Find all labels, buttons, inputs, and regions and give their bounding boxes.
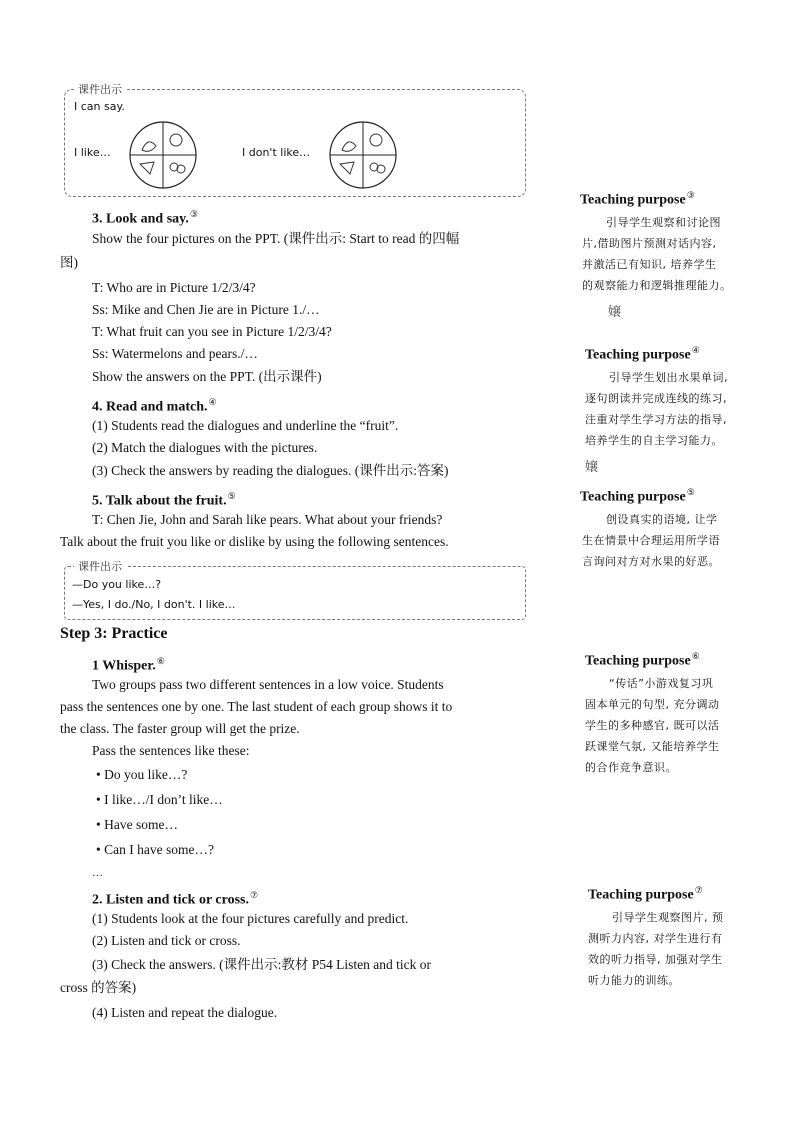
tp-4-text: “传话”小游戏复习巩 固本单元的句型, 充分调动 学生的多种感官, 既可以活 跃课堂气氛, 又能培养学生 的合作竞争意识。 — [585, 677, 720, 774]
bullet-3: • Have some… — [96, 817, 178, 832]
fruit-wheel-2-icon — [328, 120, 398, 190]
slide-box-1-title: I can say. — [74, 100, 125, 113]
tp-2-stray: 嬢 — [585, 460, 599, 475]
whisper-title: 1 Whisper.⑥ — [92, 656, 165, 674]
whisper-line-4: Pass the sentences like these: — [92, 743, 250, 758]
section-4-title: 4. Read and match.④ — [92, 397, 217, 415]
s3-line-1b: 图) — [60, 255, 78, 270]
s3-line-2: T: Who are in Picture 1/2/3/4? — [92, 280, 256, 295]
lt-line-2: (2) Listen and tick or cross. — [92, 933, 241, 948]
slide-box-2 — [64, 566, 526, 620]
tp-5-heading: Teaching purpose⑦ — [588, 885, 703, 903]
lt-line-3: (3) Check the answers. (课件出示:教材 P54 Listen and tick or — [92, 957, 431, 972]
whisper-line-1: Two groups pass two different sentences in a low voice. Students — [92, 677, 444, 692]
s3-line-4: T: What fruit can you see in Picture 1/2/3/4? — [92, 324, 332, 339]
bullet-1: • Do you like…? — [96, 767, 188, 782]
tp-2-heading: Teaching purpose④ — [585, 345, 700, 363]
bullet-4: • Can I have some…? — [96, 842, 214, 857]
slide-box-2-line-1: —Do you like…? — [72, 578, 162, 591]
section-3-title: 3. Look and say.③ — [92, 209, 198, 227]
ellipsis: … — [92, 867, 103, 879]
slide-box-2-tag: 课件出示 — [74, 558, 126, 574]
s3-line-6: Show the answers on the PPT. (出示课件) — [92, 369, 322, 384]
s5-line-2: Talk about the fruit you like or dislike by using the following sentences. — [60, 534, 449, 549]
i-dont-like-label: I don't like… — [242, 146, 311, 159]
bullet-2: • I like…/I don’t like… — [96, 792, 223, 807]
step-3-heading: Step 3: Practice — [60, 625, 168, 642]
s3-line-3: Ss: Mike and Chen Jie are in Picture 1./… — [92, 302, 320, 317]
listen-tick-title: 2. Listen and tick or cross.⑦ — [92, 890, 259, 908]
s4-line-2: (2) Match the dialogues with the pictures. — [92, 440, 318, 455]
tp-3-text: 创设真实的语境, 让学 生在情景中合理运用所学语 言询问对方对水果的好恶。 — [582, 513, 720, 568]
tp-4-heading: Teaching purpose⑥ — [585, 651, 700, 669]
lt-line-3b: cross 的答案) — [60, 980, 137, 995]
whisper-line-3: the class. The faster group will get the prize. — [60, 721, 300, 736]
i-like-label: I like… — [74, 146, 111, 159]
whisper-line-2: pass the sentences one by one. The last student of each group shows it to — [60, 699, 453, 714]
lt-line-1: (1) Students look at the four pictures carefully and predict. — [92, 911, 409, 926]
lt-line-4: (4) Listen and repeat the dialogue. — [92, 1005, 278, 1020]
tp-1-text: 引导学生观察和讨论图 片,借助图片预测对话内容, 并激活已有知识, 培养学生 的观察能力和逻辑推理能力。 — [582, 216, 732, 292]
s3-line-1: Show the four pictures on the PPT. (课件出示: Start to read 的四幅 — [92, 231, 460, 246]
tp-1-stray: 嬢 — [608, 305, 622, 320]
s4-line-3: (3) Check the answers by reading the dialogues. (课件出示:答案) — [92, 463, 449, 478]
tp-5-text: 引导学生观察图片, 预 测听力内容, 对学生进行有 效的听力指导, 加强对学生 听力能力的训练。 — [588, 911, 724, 987]
s3-line-5: Ss: Watermelons and pears./… — [92, 346, 258, 361]
s4-line-1: (1) Students read the dialogues and underline the “fruit”. — [92, 418, 399, 433]
fruit-wheel-1-icon — [128, 120, 198, 190]
slide-box-1-tag: 课件出示 — [74, 81, 126, 97]
tp-1-heading: Teaching purpose③ — [580, 190, 695, 208]
section-5-title: 5. Talk about the fruit.⑤ — [92, 491, 236, 509]
tp-2-text: 引导学生划出水果单词, 逐句朗读并完成连线的练习, 注重对学生学习方法的指导, 培养学生的自主学习能力。 — [585, 371, 728, 447]
slide-box-2-line-2: —Yes, I do./No, I don't. I like… — [72, 598, 236, 611]
s5-line-1: T: Chen Jie, John and Sarah like pears. What about your friends? — [92, 512, 443, 527]
tp-3-heading: Teaching purpose⑤ — [580, 487, 695, 505]
